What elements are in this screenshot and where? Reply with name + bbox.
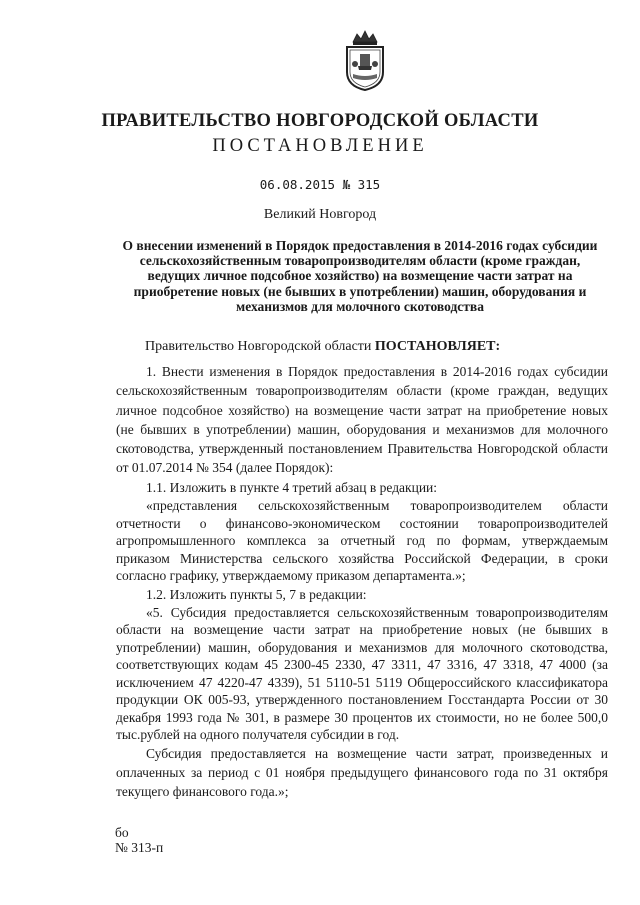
- footer: [115, 825, 163, 855]
- paragraph: «5. Субсидия предоставляется сельскохозяйственным товаропроизводителям области на возмещение части затрат на приобретение новых (не бывших в употреблении) машин, оборудования и механизмов для молочного скотоводства, соответствующих кодам 45 2300-45 2330, 47 3311, 47 3316, 47 3318, 47 4000 (за исключением 47 4220-47 4339), 51 5110-51 5119 Общероссийского классификатора продукции ОК 005-93, утвержденного постановлением Госстандарта России от 30 декабря 1993 года № 301, в размере 30 процентов их стоимости, но не более 500,0 тыс.рублей на одного получателя субсидии в год.: [116, 604, 608, 743]
- document-date-number: 06.08.2015 № 315: [259, 177, 381, 192]
- paragraph: 1.2. Изложить пункты 5, 7 в редакции:: [146, 586, 367, 602]
- preamble: [145, 339, 500, 355]
- footer-reg-number: № 313-п: [115, 840, 164, 855]
- paragraph: 1.1. Изложить в пункте 4 третий абзац в редакции:: [146, 479, 438, 495]
- preamble-decree-word: ПОСТАНОВЛЯЕТ:: [374, 339, 501, 354]
- paragraph: Субсидия предоставляется на возмещение части затрат, произведенных и оплаченных за период с 01 ноября предыдущего финансового года по 31 октября текущего финансового года.»;: [116, 745, 608, 800]
- preamble-text: Правительство Новгородской области: [145, 339, 375, 354]
- footer-initials: бо: [115, 825, 129, 840]
- government-title: ПРАВИТЕЛЬСТВО НОВГОРОДСКОЙ ОБЛАСТИ: [101, 111, 539, 131]
- document-body: [116, 362, 608, 802]
- document-subject: О внесении изменений в Порядок предоставления в 2014-2016 годах субсидии сельскохозяйственным товаропроизводителям области (кроме граждан, ведущих личное подсобное хозяйство) на возмещение части затрат на приобретение новых (не бывших в употреблении) машин, оборудования и механизмов для молочного скотоводства: [122, 238, 598, 314]
- document-city: Великий Новгород: [263, 207, 377, 222]
- document-type: ПОСТАНОВЛЕНИЕ: [212, 136, 428, 156]
- coat-of-arms-icon: [341, 28, 389, 92]
- paragraph: «представления сельскохозяйственным товаропроизводителем области отчетности о финансово-экономическом состоянии товаропроизводителей агропромышленного комплекса за отчетный год по формам, утверждаемым приказом Министерства сельского хозяйства Российской Федерации, в сроки согласно графику, утверждаемому приказом департамента.»;: [116, 498, 608, 584]
- paragraph: 1. Внести изменения в Порядок предоставления в 2014-2016 годах субсидии сельскохозяйственным товаропроизводителям области (кроме граждан, ведущих личное подсобное хозяйство) на возмещение части затрат на приобретение новых (не бывших в употреблении) машин, оборудования и механизмов для молочного скотоводства, утвержденный постановлением Правительства Новгородской области от 01.07.2014 № 354 (далее Порядок):: [116, 364, 608, 476]
